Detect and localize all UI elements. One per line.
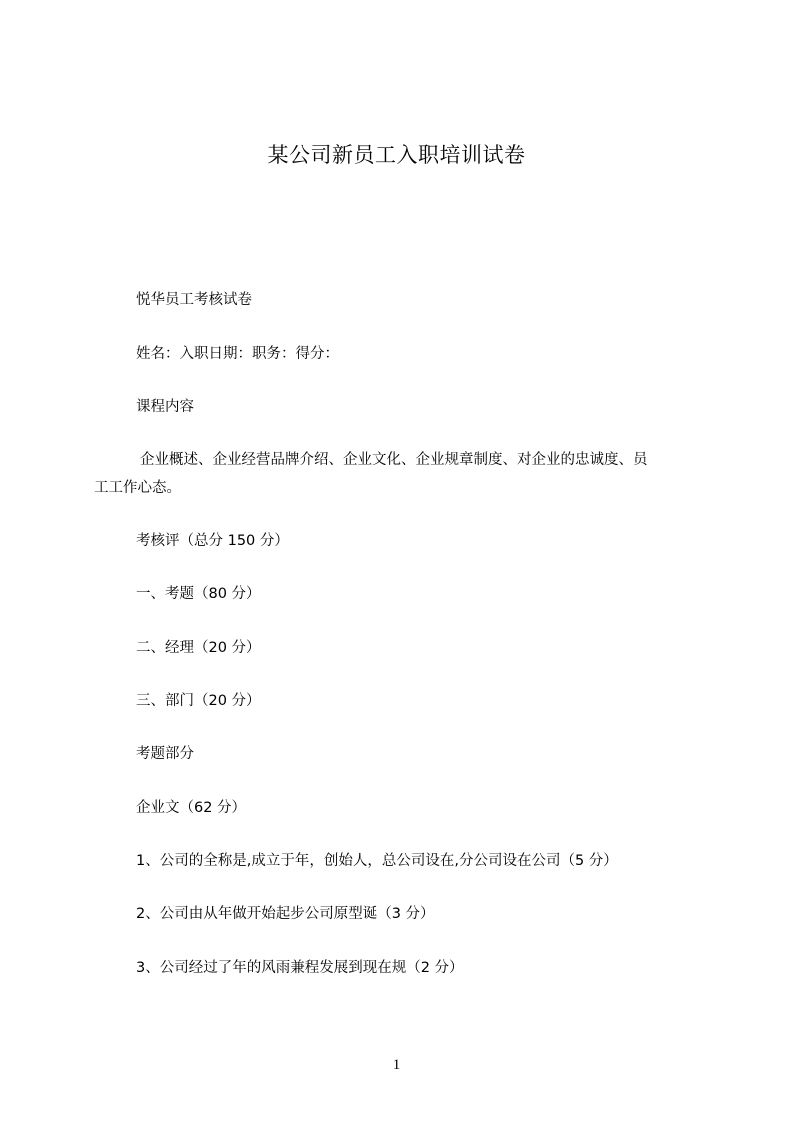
assessment-item: 一、考题（80 分） — [136, 586, 261, 602]
question-item: 3、公司经过了年的风雨兼程发展到现在规（2 分） — [136, 960, 464, 976]
course-heading: 课程内容 — [136, 399, 194, 415]
course-content-paragraph — [94, 446, 712, 502]
question-item: 1、公司的全称是,成立于年，创始人，总公司设在,分公司设在公司（5 分） — [136, 853, 618, 869]
document-title: 某公司新员工入职培训试卷 — [267, 143, 526, 167]
course-content-line-2: 工工作心态。 — [94, 480, 181, 496]
exam-subtitle: 悦华员工考核试卷 — [136, 292, 252, 308]
question-item: 2、公司由从年做开始起步公司原型诞（3 分） — [136, 906, 435, 922]
page-number: 1 — [392, 1057, 401, 1073]
course-content-line-1: 企业概述、企业经营品牌介绍、企业文化、企业规章制度、对企业的忠诚度、员 — [140, 452, 648, 468]
assessment-item: 三、部门（20 分） — [136, 693, 261, 709]
info-fields-line: 姓名：入职日期：职务：得分： — [136, 346, 339, 362]
culture-heading: 企业文（62 分） — [136, 800, 247, 816]
exam-section-heading: 考题部分 — [136, 746, 194, 762]
assessment-item: 二、经理（20 分） — [136, 640, 261, 656]
assessment-heading: 考核评（总分 150 分） — [136, 533, 289, 549]
